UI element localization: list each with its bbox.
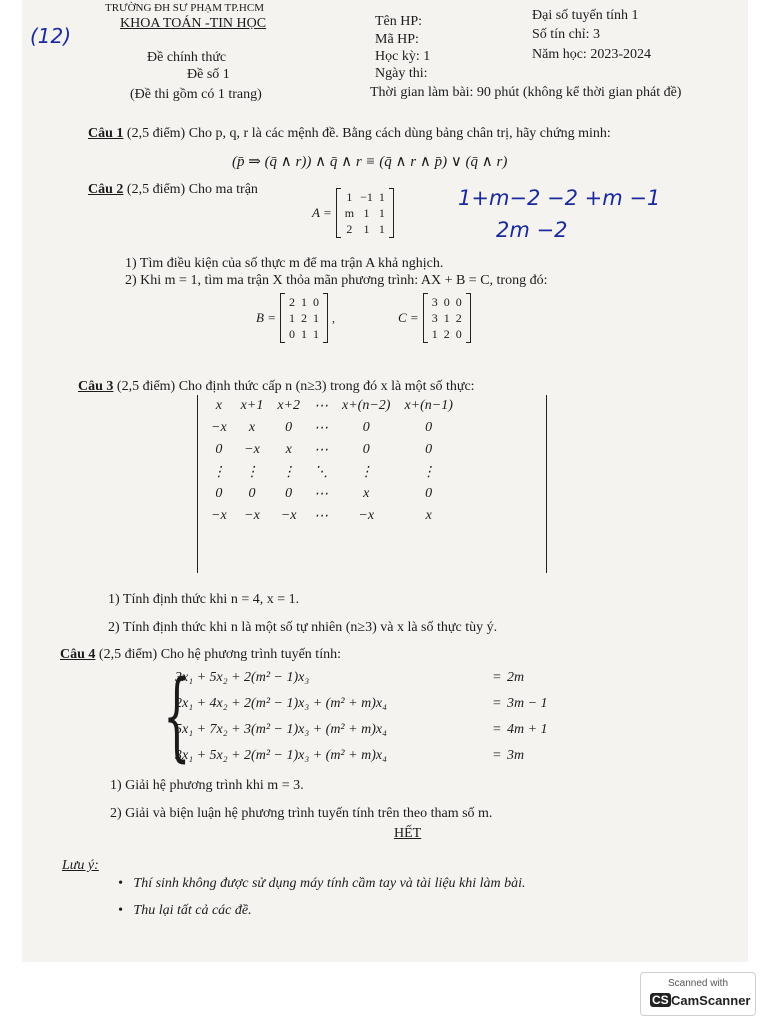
- matrix-cell: 0: [455, 295, 462, 309]
- matrix-cell: 1: [312, 311, 319, 325]
- question-1-text: Câu 1 (2,5 điểm) Cho p, q, r là các mệnh đề. Bằng cách dùng bảng chân trị, hãy chứng minh:: [88, 126, 611, 141]
- official-label: Đề chính thức: [147, 50, 227, 65]
- matrix-cell: 0: [455, 327, 462, 341]
- semester: Học kỳ: 1: [375, 49, 431, 64]
- matrix-b: B = 2 1 0 1 2 1 0 1 1 ,: [256, 295, 335, 341]
- equation-row: 5x₁ + 7x₂ + 3(m² − 1)x₃ + (m² + m)x₄ = 4m + 1: [175, 722, 548, 737]
- determinant-row: −x −x −x ⋯ −x x: [211, 508, 432, 524]
- note-item: • Thu lại tất cả các đề.: [118, 903, 252, 918]
- question-3-part-1: 1) Tính định thức khi n = 4, x = 1.: [108, 592, 300, 607]
- faculty-name: KHOA TOÁN -TIN HỌC: [120, 16, 267, 31]
- matrix-cell: 0: [288, 327, 295, 341]
- determinant: [197, 395, 547, 573]
- determinant-row: 0 0 0 ⋯ x 0: [215, 486, 433, 502]
- matrix-c-cells: [423, 293, 471, 343]
- question-4-part-1: 1) Giải hệ phương trình khi m = 3.: [110, 778, 304, 793]
- course-label: Tên HP:: [375, 14, 423, 29]
- matrix-b-cells: [280, 293, 328, 343]
- determinant-row: 0 −x x ⋯ 0 0: [215, 442, 433, 458]
- matrix-cell: 1: [288, 311, 295, 325]
- page-count: (Đề thi gồm có 1 trang): [130, 87, 262, 102]
- matrix-cell: 1: [363, 206, 370, 220]
- determinant-row: −x x 0 ⋯ 0 0: [211, 420, 433, 436]
- question-4-part-2: 2) Giải và biện luận hệ phương trình tuyến tính trên theo tham số m.: [110, 806, 493, 821]
- question-3-part-2: 2) Tính định thức khi n là một số tự nhiên (n≥3) và x là số thực tùy ý.: [108, 620, 498, 635]
- matrix-cell: 2: [300, 311, 307, 325]
- matrix-cell: 1: [363, 222, 370, 236]
- matrix-a: A = 1 −1 1 m 1 1 2 1 1: [312, 188, 394, 238]
- course-name: Đại số tuyến tính 1: [532, 8, 639, 23]
- end-mark: HẾT: [394, 826, 422, 841]
- notes-title: Lưu ý:: [62, 858, 99, 873]
- matrix-cell: 2: [455, 311, 462, 325]
- matrix-cell: 1: [300, 327, 307, 341]
- matrix-cell: −1: [360, 190, 373, 204]
- matrix-cell: 1: [378, 190, 385, 204]
- matrix-cell: 2: [443, 327, 450, 341]
- question-4-title: Câu 4: [60, 647, 96, 662]
- handwritten-note-1: 1+m−2 −2 +m −1: [458, 186, 661, 210]
- course-code-label: Mã HP:: [375, 32, 419, 47]
- matrix-cell: 1: [300, 295, 307, 309]
- system-brace: {: [163, 660, 191, 772]
- exam-number: Đề số 1: [187, 67, 230, 82]
- matrix-cell: 3: [431, 311, 438, 325]
- matrix-cell: 1: [431, 327, 438, 341]
- matrix-cell: 2: [288, 295, 295, 309]
- question-3-text: Câu 3 (2,5 điểm) Cho định thức cấp n (n≥3) trong đó x là một số thực:: [78, 379, 475, 394]
- camscanner-logo-icon: CS: [652, 993, 669, 1007]
- matrix-cell: 1: [378, 206, 385, 220]
- handwritten-note-2: 2m −2: [496, 218, 568, 242]
- matrix-cell: 1: [443, 311, 450, 325]
- question-2-text: Câu 2 (2,5 điểm) Cho ma trận: [88, 182, 258, 197]
- equation-row: 3x₁ + 5x₂ + 2(m² − 1)x₃ + (m² + m)x₄ = 3m: [175, 748, 525, 763]
- matrix-cell: 1: [378, 222, 385, 236]
- question-1-title: Câu 1: [88, 126, 124, 141]
- matrix-cell: 1: [346, 190, 353, 204]
- determinant-row: ⋮ ⋮ ⋮ ⋱ ⋮ ⋮: [211, 464, 436, 480]
- question-4-text: Câu 4 (2,5 điểm) Cho hệ phương trình tuyến tính:: [60, 647, 341, 662]
- determinant-row: x x+1 x+2 ⋯ x+(n−2) x+(n−1): [215, 398, 453, 414]
- handwritten-number: (12): [30, 24, 72, 48]
- matrix-c: C = 3 0 0 3 1 2 1 2 0: [398, 293, 471, 343]
- note-item: • Thí sinh không được sử dụng máy tính cầm tay và tài liệu khi làm bài.: [118, 876, 526, 891]
- exam-date: Ngày thi:: [375, 66, 428, 81]
- school-name: TRƯỜNG ĐH SƯ PHẠM TP.HCM: [105, 2, 264, 14]
- matrix-cell: 1: [312, 327, 319, 341]
- matrix-cell: 2: [346, 222, 353, 236]
- determinant-table: [204, 395, 460, 527]
- matrix-cell: 0: [312, 295, 319, 309]
- equation-row: 2x₁ + 4x₂ + 2(m² − 1)x₃ + (m² + m)x₄ = 3m − 1: [175, 696, 548, 711]
- question-3-title: Câu 3: [78, 379, 114, 394]
- matrix-a-cells: [336, 188, 394, 238]
- equation-row: 3x₁ + 5x₂ + 2(m² − 1)x₃ = 2m: [175, 670, 525, 685]
- camscanner-watermark: Scanned with CS CamScanner: [640, 972, 756, 1016]
- matrix-cell: 3: [431, 295, 438, 309]
- matrix-cell: 0: [443, 295, 450, 309]
- school-year: Năm học: 2023-2024: [532, 47, 651, 62]
- duration: Thời gian làm bài: 90 phút (không kể thời gian phát đề): [370, 85, 682, 100]
- matrix-cell: m: [344, 206, 355, 220]
- question-2-part-2: 2) Khi m = 1, tìm ma trận X thỏa mãn phương trình: AX + B = C, trong đó:: [125, 273, 548, 288]
- credits: Số tín chỉ: 3: [532, 27, 601, 42]
- question-2-title: Câu 2: [88, 182, 124, 197]
- question-1-formula: (p̄ ⇒ (q̄ ∧ r)) ∧ q̄ ∧ r ≡ (q̄ ∧ r ∧ p̄) ∨ (q̄ ∧ r): [232, 154, 508, 170]
- question-2-part-1: 1) Tìm điều kiện của số thực m để ma trận A khả nghịch.: [125, 256, 444, 271]
